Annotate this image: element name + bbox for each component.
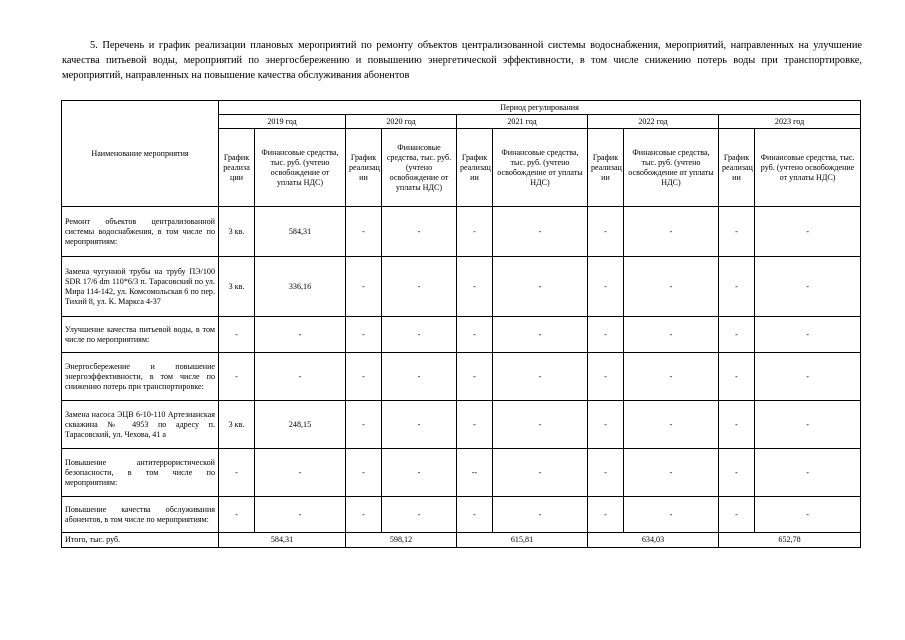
- cell-finance-2019: 336,16: [255, 257, 346, 317]
- cell-finance-2023: -: [755, 497, 861, 533]
- cell-graph-2019: 3 кв.: [219, 257, 255, 317]
- cell-graph-2021: -: [457, 497, 493, 533]
- cell-finance-2019: -: [255, 449, 346, 497]
- cell-finance-2019: 248,15: [255, 401, 346, 449]
- cell-finance-2021: -: [493, 449, 588, 497]
- cell-finance-2021: -: [493, 401, 588, 449]
- cell-graph-2020: -: [346, 207, 382, 257]
- table-row: [62, 449, 861, 497]
- cell-finance-2022: -: [624, 257, 719, 317]
- total-2023: 652,78: [719, 533, 861, 548]
- cell-graph-2022: -: [588, 497, 624, 533]
- year-header-2020: 2020 год: [346, 115, 457, 129]
- cell-finance-2019: 584,31: [255, 207, 346, 257]
- cell-finance-2019: -: [255, 353, 346, 401]
- row-name: Повышение антитеррористической безопасности, в том числе по мероприятиям:: [62, 449, 219, 497]
- cell-finance-2022: -: [624, 401, 719, 449]
- cell-graph-2022: -: [588, 353, 624, 401]
- cell-graph-2019: -: [219, 353, 255, 401]
- cell-graph-2022: -: [588, 317, 624, 353]
- cell-finance-2023: -: [755, 207, 861, 257]
- finance-header-2022: Финансовые средства, тыс. руб. (учтено освобождение от уплаты НДС): [624, 129, 719, 207]
- cell-finance-2019: -: [255, 317, 346, 353]
- cell-graph-2019: -: [219, 317, 255, 353]
- graph-header-2021: График реализац ии: [457, 129, 493, 207]
- table-row: [62, 401, 861, 449]
- cell-finance-2023: -: [755, 401, 861, 449]
- plan-table: [61, 100, 861, 548]
- year-header-2022: 2022 год: [588, 115, 719, 129]
- cell-graph-2023: -: [719, 449, 755, 497]
- finance-header-2019: Финансовые средства, тыс. руб. (учтено освобождение от уплаты НДС): [255, 129, 346, 207]
- cell-graph-2022: -: [588, 449, 624, 497]
- year-header-2021: 2021 год: [457, 115, 588, 129]
- total-label: Итого, тыс. руб.: [62, 533, 219, 548]
- cell-finance-2021: -: [493, 207, 588, 257]
- cell-graph-2023: -: [719, 497, 755, 533]
- cell-finance-2020: -: [382, 497, 457, 533]
- section-heading: 5. Перечень и график реализации плановых мероприятий по ремонту объектов централизованной системы водоснабжения, мероприятий, направленных на улучшение качества питьевой воды, мероприятий по энергосбережению и повышению энергетической эффективности, в том числе снижению потерь воды при транспортировке, мероприятий, направленных на повышение качества обслуживания абонентов: [62, 40, 862, 81]
- cell-graph-2019: -: [219, 497, 255, 533]
- cell-graph-2023: -: [719, 257, 755, 317]
- year-header-2023: 2023 год: [719, 115, 861, 129]
- table-row: [62, 317, 861, 353]
- finance-header-2021: Финансовые средства, тыс. руб. (учтено освобождение от уплаты НДС): [493, 129, 588, 207]
- cell-finance-2020: -: [382, 449, 457, 497]
- cell-graph-2019: -: [219, 449, 255, 497]
- graph-header-2023: График реализац ии: [719, 129, 755, 207]
- cell-finance-2022: -: [624, 353, 719, 401]
- row-name: Замена чугунной трубы на трубу ПЭ/100 SDR 17/6 dm 110*6/3 п. Тарасовский по ул. Мира 114-142, ул. Комсомольская 6 по пер. Тихий 8, ул. К. Маркса 4-37: [62, 257, 219, 317]
- cell-graph-2020: -: [346, 317, 382, 353]
- header-row-period: [62, 101, 861, 115]
- cell-graph-2022: -: [588, 257, 624, 317]
- cell-finance-2022: -: [624, 449, 719, 497]
- cell-finance-2021: -: [493, 353, 588, 401]
- cell-finance-2020: -: [382, 401, 457, 449]
- table-row: [62, 207, 861, 257]
- cell-finance-2023: -: [755, 317, 861, 353]
- total-row: [62, 533, 861, 548]
- period-header: Период регулирования: [219, 101, 861, 115]
- row-name: Повышение качества обслуживания абонентов, в том числе по мероприятиям:: [62, 497, 219, 533]
- cell-graph-2021: --: [457, 449, 493, 497]
- cell-graph-2022: -: [588, 207, 624, 257]
- table-row: [62, 257, 861, 317]
- cell-graph-2023: -: [719, 317, 755, 353]
- total-2020: 598,12: [346, 533, 457, 548]
- cell-finance-2022: -: [624, 207, 719, 257]
- graph-header-2022: График реализац ии: [588, 129, 624, 207]
- cell-finance-2021: -: [493, 257, 588, 317]
- cell-graph-2021: -: [457, 207, 493, 257]
- cell-finance-2021: -: [493, 317, 588, 353]
- table-row: [62, 353, 861, 401]
- row-name: Энергосбережение и повышение энергоэффективности, в том числе по снижению потерь при транспортировке:: [62, 353, 219, 401]
- cell-finance-2020: -: [382, 207, 457, 257]
- cell-graph-2023: -: [719, 207, 755, 257]
- row-name: Замена насоса ЭЦВ 6-10-110 Артезианская скважина № 4953 по адресу п. Тарасовский, ул. Чехова, 41 а: [62, 401, 219, 449]
- cell-finance-2023: -: [755, 449, 861, 497]
- cell-graph-2021: -: [457, 353, 493, 401]
- cell-graph-2019: 3 кв.: [219, 401, 255, 449]
- cell-graph-2022: -: [588, 401, 624, 449]
- row-name: Ремонт объектов централизованной системы водоснабжения, в том числе по мероприятиям:: [62, 207, 219, 257]
- column-header-name: Наименование мероприятия: [62, 101, 219, 207]
- finance-header-2023: Финансовые средства, тыс. руб. (учтено освобождение от уплаты НДС): [755, 129, 861, 207]
- year-header-2019: 2019 год: [219, 115, 346, 129]
- row-name: Улучшение качества питьевой воды, в том числе по мероприятиям:: [62, 317, 219, 353]
- graph-header-2019: График реализа ции: [219, 129, 255, 207]
- cell-finance-2020: -: [382, 257, 457, 317]
- cell-graph-2020: -: [346, 353, 382, 401]
- cell-graph-2019: 3 кв.: [219, 207, 255, 257]
- total-2021: 615,81: [457, 533, 588, 548]
- total-2022: 634,03: [588, 533, 719, 548]
- cell-finance-2023: -: [755, 257, 861, 317]
- cell-graph-2020: -: [346, 257, 382, 317]
- cell-finance-2021: -: [493, 497, 588, 533]
- cell-finance-2020: -: [382, 317, 457, 353]
- cell-graph-2023: -: [719, 353, 755, 401]
- cell-graph-2020: -: [346, 401, 382, 449]
- cell-finance-2022: -: [624, 497, 719, 533]
- cell-finance-2020: -: [382, 353, 457, 401]
- table-row: [62, 497, 861, 533]
- cell-graph-2023: -: [719, 401, 755, 449]
- cell-graph-2021: -: [457, 257, 493, 317]
- cell-graph-2021: -: [457, 401, 493, 449]
- cell-graph-2020: -: [346, 497, 382, 533]
- cell-graph-2020: -: [346, 449, 382, 497]
- graph-header-2020: График реализац ии: [346, 129, 382, 207]
- finance-header-2020: Финансовые средства, тыс. руб. (учтено освобождение от уплаты НДС): [382, 129, 457, 207]
- cell-graph-2021: -: [457, 317, 493, 353]
- total-2019: 584,31: [219, 533, 346, 548]
- cell-finance-2019: -: [255, 497, 346, 533]
- cell-finance-2023: -: [755, 353, 861, 401]
- cell-finance-2022: -: [624, 317, 719, 353]
